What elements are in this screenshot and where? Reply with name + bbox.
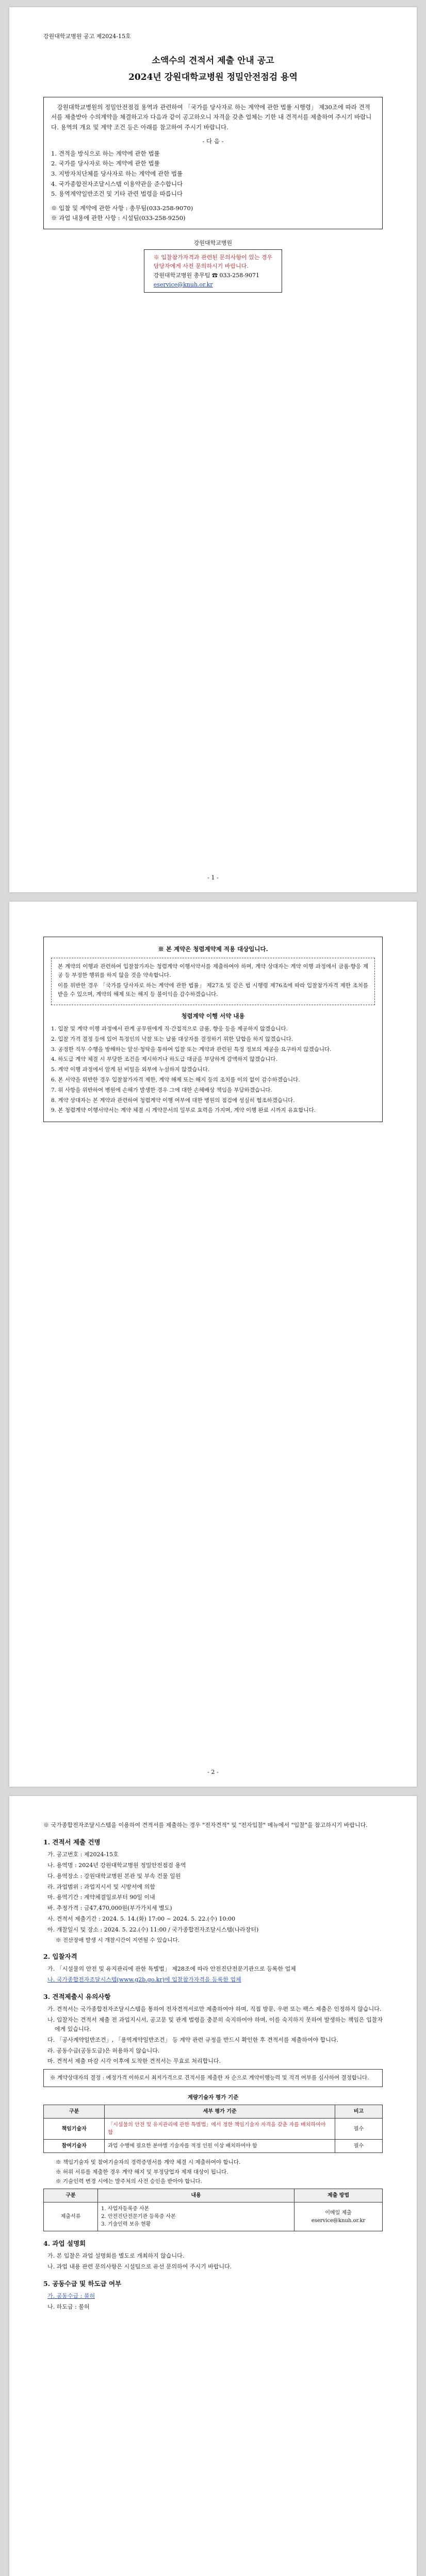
- section-item: 다. 용역장소 : 강원대학교병원 본관 및 부속 건물 일원: [47, 1872, 181, 1879]
- note-item: 2. 국가를 당사자로 하는 계약에 관한 법률: [51, 160, 160, 167]
- section-item: 가. 견적서는 국가종합전자조달시스템을 통하여 전자견적서로만 제출하여야 하며, 직접 방문, 우편 또는 팩스 제출은 인정하지 않습니다.: [47, 2006, 382, 2013]
- note-item: 5. 용역계약일반조건 및 기타 관련 법령을 따릅니다: [51, 190, 183, 198]
- integrity-summary: [51, 958, 375, 1005]
- page-2: [9, 902, 417, 1787]
- pledge-title: 청렴계약 이행 서약 내용: [181, 1012, 245, 1020]
- intro-box: [43, 97, 383, 229]
- note-item: 3. 지방자치단체를 당사자로 하는 계약에 관한 법률: [51, 170, 183, 178]
- pledge-item: 9. 본 청렴계약 이행서약서는 계약 체결 시 계약문서의 일부로 효력을 가지며, 계약 이행 완료 시까지 유효합니다.: [51, 1107, 316, 1114]
- table-note: ※ 허위 서류를 제출한 경우 계약 해지 및 부정당업자 제재 대상이 됩니다.: [56, 2168, 228, 2175]
- table-cell: 「시설물의 안전 및 유지관리에 관한 특별법」에서 정한 책임기술자 자격을 갖춘 자를 배치하여야 함: [105, 2119, 335, 2140]
- table-header: 제출 방법: [294, 2189, 383, 2202]
- engineer-criteria-table: [43, 2105, 383, 2153]
- notes-header: - 다 음 -: [202, 138, 224, 145]
- section-item: 나. 용역명 : 2024년 강원대학교병원 정밀안전점검 용역: [47, 1862, 186, 1869]
- page-number: - 1 -: [207, 874, 219, 881]
- table-cell: 1. 사업자등록증 사본 2. 안전진단전문기관 등록증 사본 3. 기술인력 보유 현황: [98, 2202, 294, 2231]
- table-cell: 참여기술자: [44, 2140, 105, 2153]
- signature-header: 강원대학교병원: [193, 239, 233, 246]
- signature-line: ※ 입찰참가자격과 관련된 문의사항이 있는 경우: [153, 253, 273, 261]
- table-note: ※ 기술인력 변경 시에는 발주처의 사전 승인을 받아야 합니다.: [56, 2178, 202, 2184]
- table-cell: 이메일 제출 eservice@knuh.or.kr: [294, 2202, 383, 2231]
- section-subnote: ※ 전산장애 발생 시 개찰시간이 지연될 수 있습니다.: [56, 1937, 180, 1943]
- table-header-row: [44, 2189, 383, 2202]
- signature-block: [43, 239, 383, 293]
- notice-subtitle: 2024년 강원대학교병원 정밀안전점검 용역: [128, 72, 298, 83]
- signature-line: 담당자에게 사전 문의하시기 바랍니다.: [153, 263, 249, 270]
- subcontract-link[interactable]: 가. 공동수급 : 불허: [47, 2293, 95, 2300]
- integrity-para: 본 계약의 이행과 관련하여 입찰참가자는 청렴계약 이행서약서를 제출하여야 하며, 계약 상대자는 계약 이행 과정에서 금품·향응 제공 등 부정한 행위를 하지 않을 것을 약속합니다.: [58, 963, 368, 979]
- integrity-notice-box: [43, 937, 383, 1122]
- decision-note-box: ※ 계약상대자의 결정 : 예정가격 이하로서 최저가격으로 견적서를 제출한 자 순으로 계약이행능력 및 적격 여부를 심사하여 결정합니다.: [43, 2069, 383, 2087]
- table-cell: 과업 수행에 필요한 분야별 기술자를 적정 인원 이상 배치하여야 함: [105, 2140, 335, 2153]
- contact-line: ※ 입찰 및 계약에 관한 사항 : 총무팀(033-258-9070): [51, 204, 193, 212]
- integrity-heading: ※ 본 계약은 청렴계약제 적용 대상입니다.: [158, 945, 268, 953]
- integrity-para: 이를 위반한 경우 「국가를 당사자로 하는 계약에 관한 법률」 제27조 및 같은 법 시행령 제76조에 따라 입찰참가자격 제한 조치를 받을 수 있으며, 계약의 해제 또는 해지 등 불이익을 감수하겠습니다.: [58, 982, 368, 997]
- section-title: 5. 공동수급 및 하도급 여부: [43, 2280, 122, 2288]
- section-item: 가. 본 입찰은 과업 설명회를 별도로 개최하지 않습니다.: [47, 2252, 185, 2260]
- page-number: - 2 -: [207, 1768, 219, 1775]
- table-cell: 필수: [335, 2119, 383, 2140]
- section-item: 마. 견적서 제출 마감 시각 이후에 도착한 견적서는 무효로 처리합니다.: [47, 2058, 221, 2065]
- table-header: 세부 평가 기준: [105, 2105, 335, 2119]
- note-item: 4. 국가종합전자조달시스템 이용약관을 준수합니다: [51, 180, 183, 188]
- section-item: 바. 추정가격 : 금47,470,000원(부가가치세 별도): [47, 1905, 172, 1912]
- g2b-link[interactable]: 나. 국가종합전자조달시스템(www.g2b.go.kr)에 입찰참가자격을 등록한 업체: [47, 1976, 241, 1984]
- section-title: 3. 견적제출시 유의사항: [43, 1992, 111, 2001]
- pledge-item: 2. 입찰 가격 결정 등에 있어 특정인의 낙찰 또는 납품 대상자를 결정하기 위한 담합을 하지 않겠습니다.: [51, 1036, 293, 1042]
- section-item: 가. 공고번호 : 제2024-15호: [47, 1851, 119, 1858]
- section-item: 사. 견적서 제출기간 : 2024. 5. 14.(화) 17:00 ~ 2024. 5. 22.(수) 10:00: [47, 1916, 236, 1923]
- table-cell: 제출서류: [44, 2202, 98, 2231]
- section-title: 4. 과업 설명회: [43, 2240, 86, 2248]
- intro-text: 강원대학교병원의 정밀안전점검 용역과 관련하여 「국가를 당사자로 하는 계약에 관한 법률 시행령」 제30조에 따라 견적서를 제출받아 수의계약을 체결하고자 다음과 같이 공고하오니 자격을 갖춘 업체는 기한 내 견적서를 제출하여 주시기 바랍니다. 용역의 개요 및 계약 조건 등은 아래를 참고하여 주시기 바랍니다.: [51, 103, 372, 131]
- pledge-item: 5. 계약 이행 과정에서 알게 된 비밀을 외부에 누설하지 않겠습니다.: [51, 1066, 210, 1073]
- table-row: [44, 2202, 383, 2231]
- section-item: 마. 용역기간 : 계약체결일로부터 90일 이내: [47, 1894, 155, 1901]
- doc-reference: 강원대학교병원 공고 제2024-15호: [43, 33, 131, 40]
- section-item: 가. 「시설물의 안전 및 유지관리에 관한 특별법」 제28조에 따라 안전진단전문기관으로 등록한 업체: [47, 1965, 296, 1973]
- pledge-item: 1. 입찰 및 계약 이행 과정에서 관계 공무원에게 직·간접적으로 금품, 향응 등을 제공하지 않겠습니다.: [51, 1025, 288, 1032]
- table-cell: 책임기술자: [44, 2119, 105, 2140]
- table-header: 구분: [44, 2105, 105, 2119]
- section-item: 아. 개찰일시 및 장소 : 2024. 5. 22.(수) 11:00 / 국가종합전자조달시스템(나라장터): [47, 1926, 259, 1933]
- section-item: 라. 공동수급(공동도급)은 허용하지 않습니다.: [47, 2047, 160, 2054]
- note-item: 1. 견적을 방식으로 하는 계약에 관한 법률: [51, 149, 160, 157]
- section-item: 다. 「공사계약일반조건」, 「용역계약일반조건」 등 계약 관련 규정을 반드시 확인한 후 견적서를 제출하여야 합니다.: [47, 2036, 338, 2043]
- pledge-item: 7. 위 사항을 위반하여 병원에 손해가 발생한 경우 그에 대한 손해배상 책임을 부담하겠습니다.: [51, 1087, 272, 1093]
- table-note: ※ 책임기술자 및 참여기술자의 경력증명서를 계약 체결 시 제출하여야 합니다.: [56, 2159, 241, 2166]
- pledge-item: 4. 하도급 계약 체결 시 부당한 조건을 제시하거나 하도급 대금을 부당하게 감액하지 않겠습니다.: [51, 1056, 277, 1063]
- table-header-row: [44, 2105, 383, 2119]
- table-row: [44, 2119, 383, 2140]
- pledge-item: 6. 본 서약을 위반한 경우 입찰참가자격 제한, 계약 해제 또는 해지 등의 조치를 이의 없이 감수하겠습니다.: [51, 1076, 300, 1083]
- section-item: [43, 2292, 383, 2301]
- table-row: [44, 2140, 383, 2153]
- table-cell: 필수: [335, 2140, 383, 2153]
- section-title: 2. 입찰자격: [43, 1952, 77, 1960]
- table-header: 구분: [44, 2189, 98, 2202]
- table-caption: 계량기술자 평가 기준: [187, 2094, 239, 2100]
- pledge-item: 8. 계약 상대자는 본 계약과 관련하여 청렴계약 이행 여부에 대한 병원의 점검에 성실히 협조하겠습니다.: [51, 1097, 295, 1104]
- section-item: 나. 과업 내용 관련 문의사항은 시설팀으로 유선 문의하여 주시기 바랍니다.: [47, 2263, 232, 2270]
- contact-line: ※ 과업 내용에 관한 사항 : 시설팀(033-258-9250): [51, 214, 186, 222]
- page-1: [9, 7, 417, 892]
- signature-line: 강원대학교병원 총무팀 ☎ 033-258-9071: [153, 272, 259, 279]
- submission-docs-table: [43, 2189, 383, 2231]
- table-header: 비고: [335, 2105, 383, 2119]
- pledge-item: 3. 공정한 직무 수행을 방해하는 알선·청탁을 통하여 입찰 또는 계약과 관련된 특정 정보의 제공을 요구하지 않겠습니다.: [51, 1046, 332, 1053]
- section-item: [43, 1975, 383, 1985]
- signature-box: [144, 249, 282, 293]
- table-header: 내용: [98, 2189, 294, 2202]
- section-item: 나. 입찰자는 견적서 제출 전 과업지시서, 공고문 및 관계 법령을 충분히 숙지하여야 하며, 이를 숙지하지 못하여 발생하는 책임은 입찰자에게 있습니다.: [47, 2016, 383, 2032]
- top-notice: ※ 국가종합전자조달시스템을 이용하여 견적서를 제출하는 경우 "전자견적" 및 "전자입찰" 메뉴에서 "입찰"을 참고하시기 바랍니다.: [43, 1822, 368, 1828]
- page-3: [9, 1796, 417, 2576]
- signature-email-link[interactable]: eservice@knuh.or.kr: [153, 281, 213, 288]
- notice-title: 소액수의 견적서 제출 안내 공고: [152, 56, 274, 66]
- section-item: 나. 하도급 : 불허: [47, 2303, 90, 2311]
- section-title: 1. 견적서 제출 건명: [43, 1838, 101, 1846]
- section-item: 라. 과업범위 : 과업지시서 및 시방서에 의함: [47, 1883, 155, 1890]
